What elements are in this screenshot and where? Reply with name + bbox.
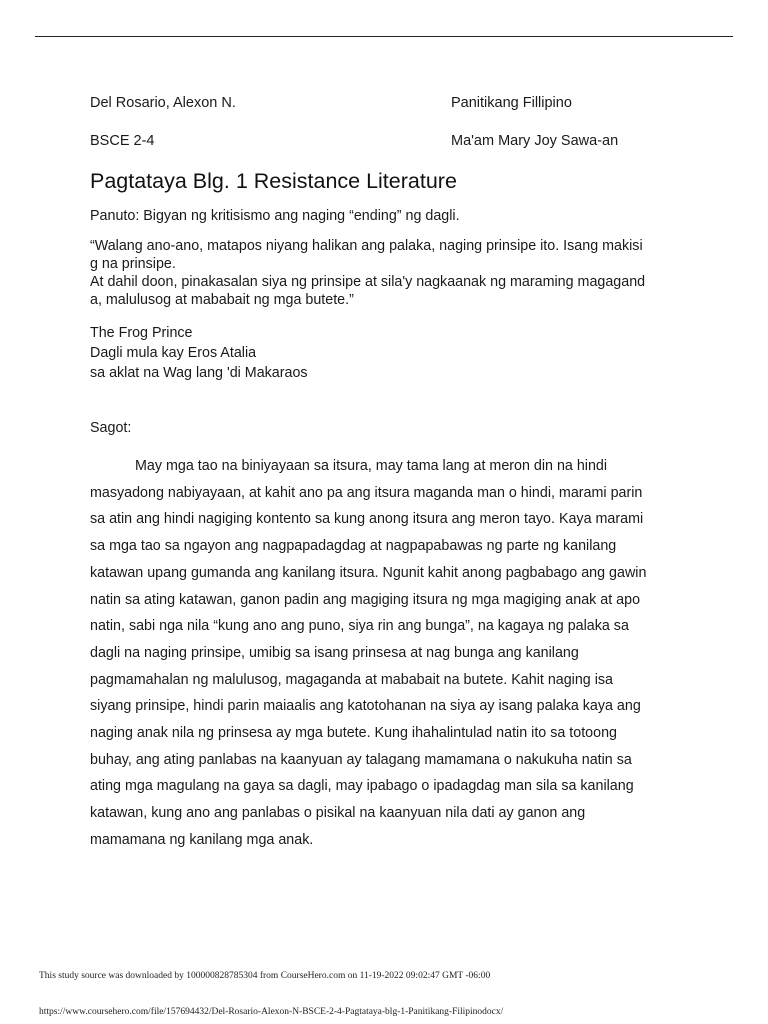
answer-line: ating mga magulang na gaya sa dagli, may ipabago o ipadagdag man sila sa kanilang <box>90 778 634 795</box>
answer-line: buhay, ang ating panlabas na kaanyuan ay talagang mamamana o nakukuha natin sa <box>90 751 632 768</box>
teacher-name: Ma'am Mary Joy Sawa-an <box>451 133 619 149</box>
answer-line: masyadong nabiyayaan, at kahit ano pa ang itsura maganda man o hindi, marami parin <box>90 484 643 501</box>
answer-line: May mga tao na biniyayaan sa itsura, may tama lang at meron din na hindi <box>135 458 608 474</box>
quote-line: a, malulusog at mababait ng mga butete.” <box>90 292 354 308</box>
answer-line: natin, sabi nga nila “kung ano ang puno, siya rin ang bunga”, na kagaya ng palaka sa <box>90 618 629 635</box>
source-line: sa aklat na Wag lang 'di Makaraos <box>90 365 308 381</box>
answer-line: pagmamahalan ng malulusog, magaganda at mababait na butete. Kahit naging isa <box>90 671 613 688</box>
quote-line: At dahil doon, pinakasalan siya ng prinsipe at sila'y nagkaanak ng maraming magagand <box>90 274 646 290</box>
quote-line: “Walang ano-ano, matapos niyang halikan ang palaka, naging prinsipe ito. Isang makisi <box>90 238 643 254</box>
download-notice: This study source was downloaded by 100000828785304 from CourseHero.com on 11-19-2022 09:02:47 GMT -06:00 <box>39 971 491 981</box>
answer-line: sa atin ang hindi nagiging kontento sa kung anong itsura ang meron tayo. Kaya marami <box>90 511 644 528</box>
answer-line: dagli na naging prinsipe, umibig sa isang prinsesa at nag bunga ang kanilang <box>90 644 579 661</box>
top-divider <box>35 36 733 37</box>
answer-line: mamamana ng kanilang mga anak. <box>90 831 314 848</box>
source-line: Dagli mula kay Eros Atalia <box>90 345 257 361</box>
source-url[interactable]: https://www.coursehero.com/file/157694432/Del-Rosario-Alexon-N-BSCE-2-4-Pagtataya-blg-1-Panitikang-Filipinodocx/ <box>39 1007 504 1017</box>
document-title: Pagtataya Blg. 1 Resistance Literature <box>90 169 457 193</box>
instructions: Panuto: Bigyan ng kritisismo ang naging “ending” ng dagli. <box>90 208 460 224</box>
section-label: BSCE 2-4 <box>90 133 155 149</box>
answer-line: siyang prinsipe, hindi parin maiaalis ang katotohanan na siya ay isang palaka kaya ang <box>90 698 641 715</box>
quote-line: g na prinsipe. <box>90 256 176 272</box>
answer-label: Sagot: <box>90 420 132 436</box>
source-line: The Frog Prince <box>90 325 193 341</box>
source-citation <box>90 323 690 383</box>
student-name: Del Rosario, Alexon N. <box>90 95 236 111</box>
answer-line: sa mga tao sa ngayon ang nagpapadagdag at nagpapabawas ng parte ng kanilang <box>90 538 617 555</box>
answer-line: naging anak nila ng prinsesa ay mga butete. Kung ihahalintulad natin ito sa totoong <box>90 725 617 742</box>
answer-line: katawan, kung ano ang panlabas o pisikal na kaanyuan nila dati ay ganon ang <box>90 805 586 822</box>
answer-line: natin sa ating katawan, ganon padin ang magiging itsura ng mga magiging anak at apo <box>90 591 641 608</box>
subject-name: Panitikang Fillipino <box>451 95 572 111</box>
answer-line: katawan upang gumanda ang kanilang itsura. Ngunit kahit anong pagbabago ang gawin <box>90 564 647 581</box>
quoted-excerpt <box>90 237 690 309</box>
answer-paragraph <box>90 453 690 854</box>
